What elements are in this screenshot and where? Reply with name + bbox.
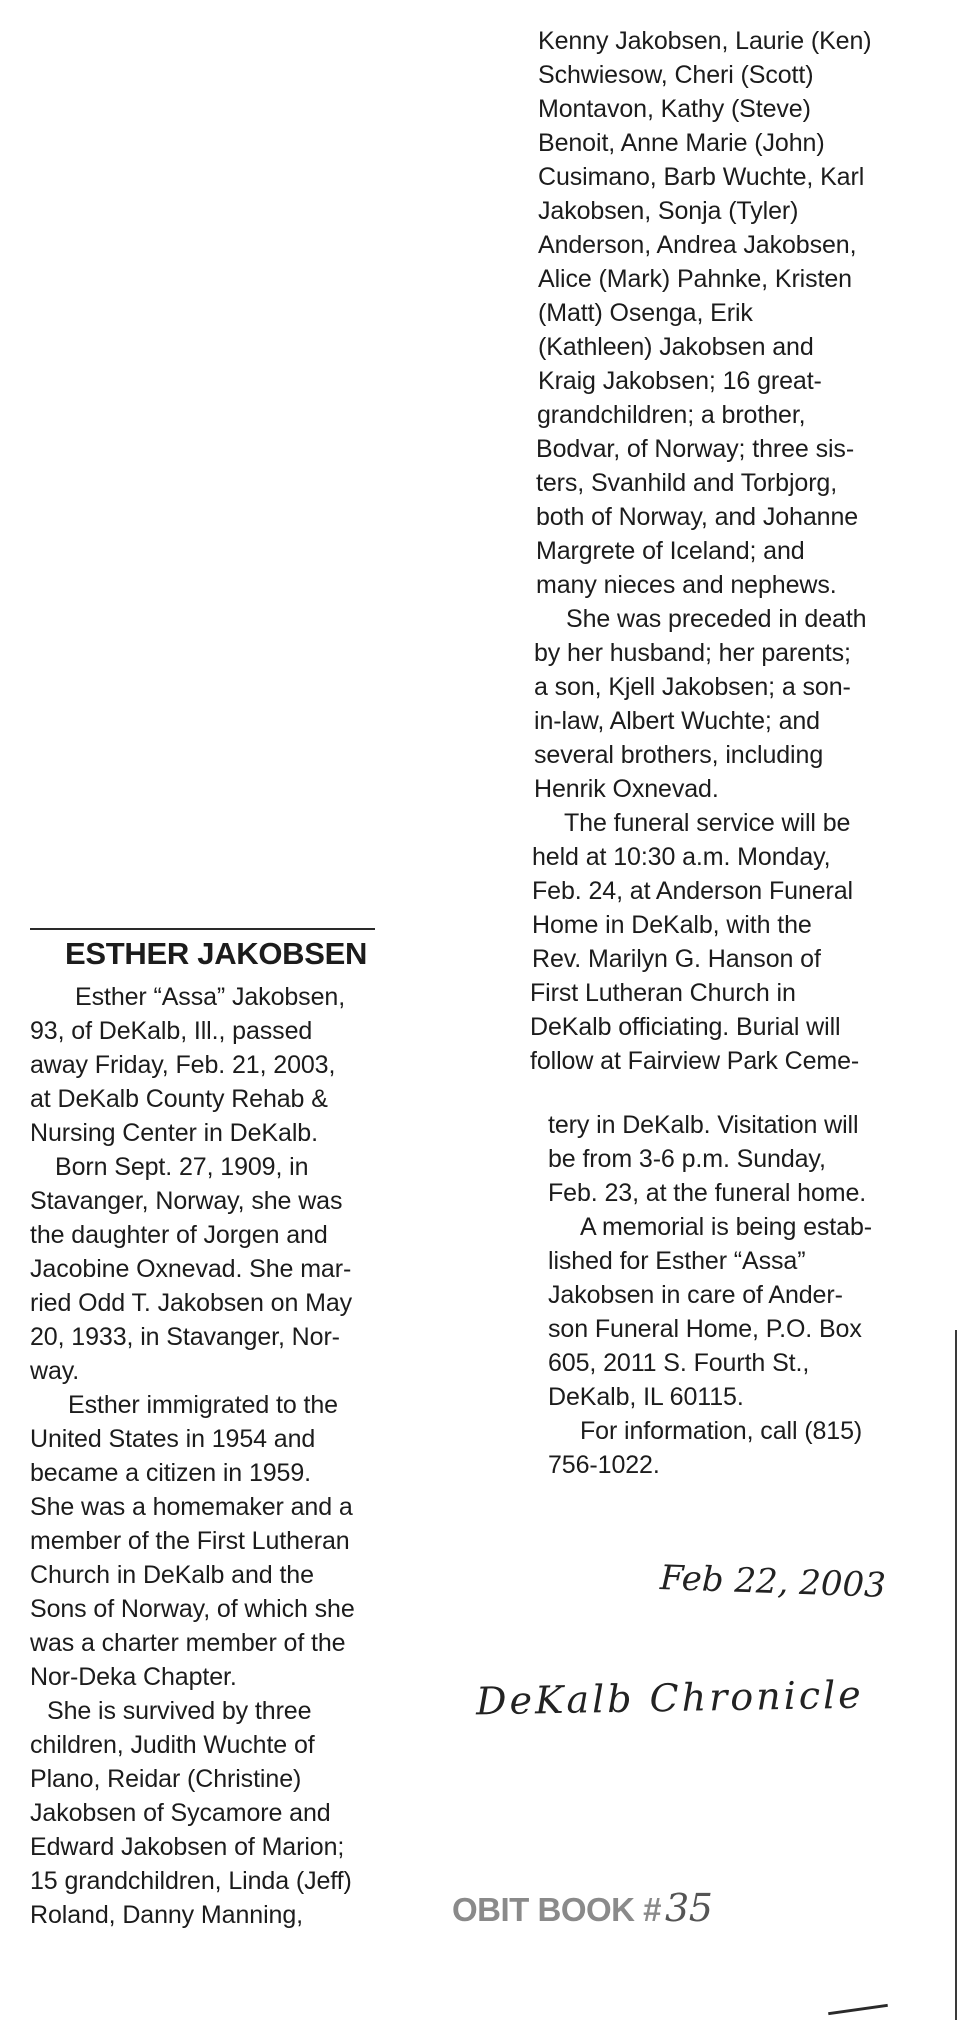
text-line: grandchildren; a brother, — [537, 401, 806, 429]
text-line: 15 grandchildren, Linda (Jeff) — [30, 1867, 352, 1895]
text-line: Kenny Jakobsen, Laurie (Ken) — [538, 27, 872, 55]
text-line: in-law, Albert Wuchte; and — [534, 707, 820, 735]
text-line: The funeral service will be — [564, 809, 851, 837]
text-line: ried Odd T. Jakobsen on May — [30, 1289, 353, 1317]
handwritten-date: Feb 22, 2003 — [659, 1558, 887, 1606]
text-line: Benoit, Anne Marie (John) — [538, 129, 825, 157]
text-line: A memorial is being estab- — [580, 1213, 872, 1241]
text-line: Schwiesow, Cheri (Scott) — [538, 61, 814, 89]
text-line: Montavon, Kathy (Steve) — [538, 95, 811, 123]
text-line: member of the First Lutheran — [30, 1527, 350, 1555]
handwritten-source: DeKalb Chronicle — [475, 1672, 865, 1724]
text-line: Feb. 23, at the funeral home. — [548, 1179, 867, 1207]
stamp-number: 35 — [665, 1886, 713, 1930]
text-line: DeKalb officiating. Burial will — [530, 1013, 841, 1041]
text-line: She was preceded in death — [566, 605, 867, 633]
text-line: was a charter member of the — [30, 1629, 346, 1657]
obit-book-stamp — [452, 1886, 712, 1930]
text-line: Plano, Reidar (Christine) — [30, 1765, 302, 1793]
text-line: Nursing Center in DeKalb. — [30, 1119, 318, 1147]
text-line: ters, Svanhild and Torbjorg, — [536, 469, 838, 497]
text-line: many nieces and nephews. — [536, 571, 837, 599]
text-line: Jakobsen, Sonja (Tyler) — [538, 197, 799, 225]
text-line: be from 3-6 p.m. Sunday, — [548, 1145, 826, 1173]
text-line: Kraig Jakobsen; 16 great- — [538, 367, 822, 395]
text-line: She is survived by three — [47, 1697, 312, 1725]
text-line: follow at Fairview Park Ceme- — [530, 1047, 860, 1075]
text-line: First Lutheran Church in — [530, 979, 796, 1007]
obituary-headline: ESTHER JAKOBSEN — [65, 936, 368, 971]
text-line: a son, Kjell Jakobsen; a son- — [534, 673, 851, 701]
text-line: Rev. Marilyn G. Hanson of — [532, 945, 821, 973]
text-line: way. — [30, 1357, 80, 1385]
text-line: both of Norway, and Johanne — [536, 503, 859, 531]
text-line: Roland, Danny Manning, — [30, 1901, 303, 1929]
text-line: Stavanger, Norway, she was — [30, 1187, 343, 1215]
text-line: several brothers, including — [534, 741, 824, 769]
text-line: 756-1022. — [548, 1451, 660, 1479]
text-line: DeKalb, IL 60115. — [548, 1383, 744, 1411]
text-line: (Kathleen) Jakobsen and — [538, 333, 814, 361]
stamp-label: OBIT BOOK # — [452, 1891, 662, 1928]
text-line: the daughter of Jorgen and — [30, 1221, 328, 1249]
text-line: Sons of Norway, of which she — [30, 1595, 355, 1623]
text-line: Margrete of Iceland; and — [536, 537, 805, 565]
scan-edge-line — [955, 1330, 957, 2020]
text-line: by her husband; her parents; — [534, 639, 851, 667]
corner-pen-mark — [828, 2004, 888, 2015]
text-line: became a citizen in 1959. — [30, 1459, 312, 1487]
text-line: United States in 1954 and — [30, 1425, 316, 1453]
text-line: Home in DeKalb, with the — [532, 911, 812, 939]
text-line: Esther “Assa” Jakobsen, — [75, 983, 346, 1011]
text-line: Henrik Oxnevad. — [534, 775, 719, 803]
text-line: Jakobsen in care of Ander- — [548, 1281, 843, 1309]
text-line: Born Sept. 27, 1909, in — [55, 1153, 309, 1181]
text-line: lished for Esther “Assa” — [548, 1247, 806, 1275]
text-line: Jakobsen of Sycamore and — [30, 1799, 331, 1827]
text-line: 93, of DeKalb, Ill., passed — [30, 1017, 313, 1045]
text-line: held at 10:30 a.m. Monday, — [532, 843, 831, 871]
text-line: tery in DeKalb. Visitation will — [548, 1111, 859, 1139]
text-line: 20, 1933, in Stavanger, Nor- — [30, 1323, 340, 1351]
text-line: She was a homemaker and a — [30, 1493, 353, 1521]
text-line: Nor-Deka Chapter. — [30, 1663, 237, 1691]
text-line: Feb. 24, at Anderson Funeral — [532, 877, 854, 905]
text-line: Anderson, Andrea Jakobsen, — [538, 231, 857, 259]
text-line: at DeKalb County Rehab & — [30, 1085, 328, 1113]
text-line: Edward Jakobsen of Marion; — [30, 1833, 345, 1861]
text-line: Esther immigrated to the — [68, 1391, 338, 1419]
text-line: Alice (Mark) Pahnke, Kristen — [538, 265, 852, 293]
text-line: away Friday, Feb. 21, 2003, — [30, 1051, 336, 1079]
text-line: 605, 2011 S. Fourth St., — [548, 1349, 810, 1377]
text-line: Cusimano, Barb Wuchte, Karl — [538, 163, 865, 191]
text-line: Church in DeKalb and the — [30, 1561, 314, 1589]
text-line: Bodvar, of Norway; three sis- — [536, 435, 855, 463]
text-line: (Matt) Osenga, Erik — [538, 299, 753, 327]
text-line: Jacobine Oxnevad. She mar- — [30, 1255, 352, 1283]
text-line: For information, call (815) — [580, 1417, 863, 1445]
text-line: son Funeral Home, P.O. Box — [548, 1315, 862, 1343]
text-line: children, Judith Wuchte of — [30, 1731, 315, 1759]
